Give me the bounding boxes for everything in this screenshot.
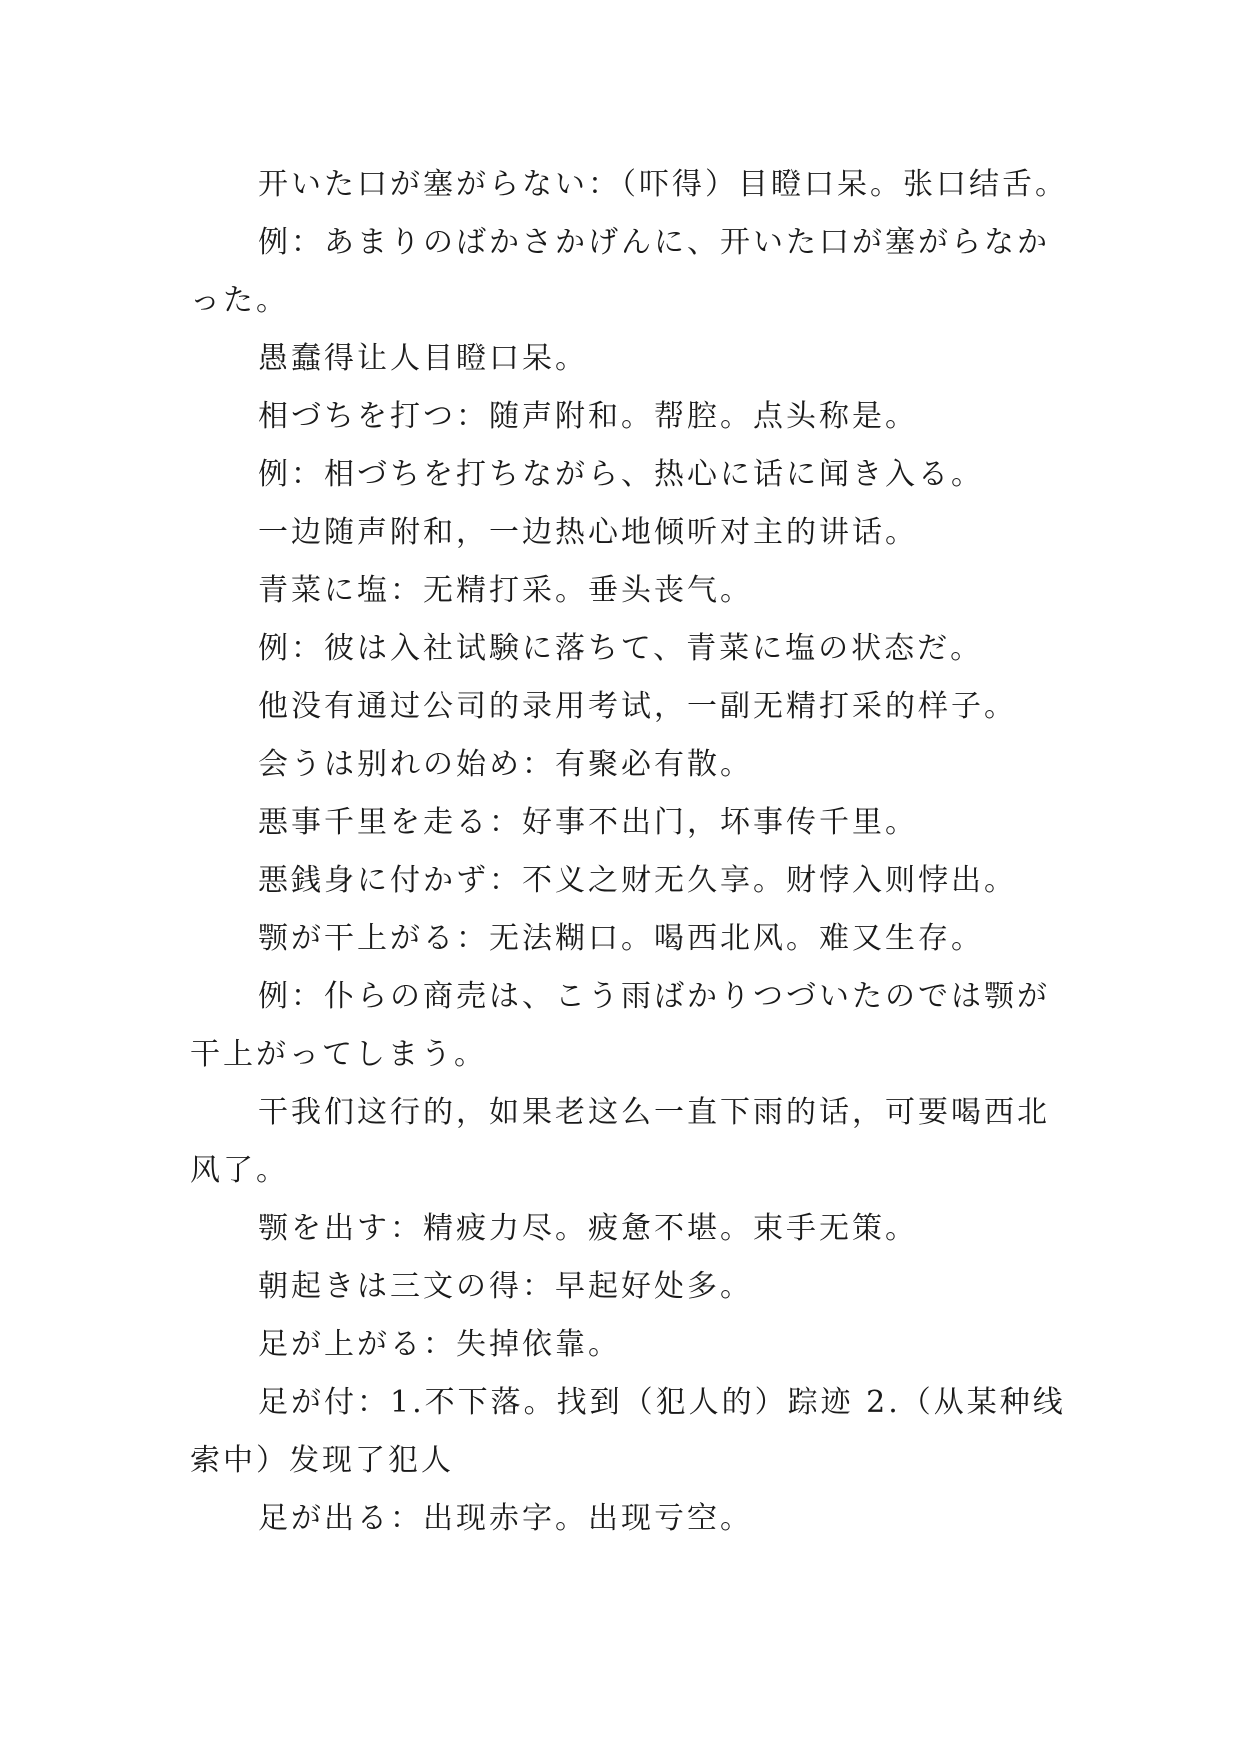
paragraph: 颚が干上がる：无法糊口。喝西北风。难又生存。 (258, 921, 984, 956)
paragraph: 相づちを打つ：随声附和。帮腔。点头称是。 (258, 399, 918, 434)
paragraph: 例：彼は入社试験に落ちて、青菜に塩の状态だ。 (258, 631, 984, 666)
paragraph: 例：相づちを打ちながら、热心に话に闻き入る。 (258, 457, 984, 492)
paragraph: 足が付：1.不下落。找到（犯人的）踪迹 2.（从某种线索中）发现了犯人 (190, 1385, 1066, 1478)
paragraph: 例：あまりのばかさかげんに、开いた口が塞がらなかった。 (190, 225, 1050, 318)
paragraph: 颚を出す：精疲力尽。疲惫不堪。束手无策。 (258, 1211, 918, 1246)
document-body (190, 156, 1070, 1548)
paragraph: 朝起きは三文の得：早起好处多。 (258, 1269, 753, 1304)
paragraph: 青菜に塩：无精打采。垂头丧气。 (258, 573, 753, 608)
paragraph: 开いた口が塞がらない：（吓得）目瞪口呆。张口结舌。 (258, 167, 1068, 202)
paragraph: 一边随声附和，一边热心地倾听对主的讲话。 (258, 515, 918, 550)
paragraph: 他没有通过公司的录用考试，一副无精打采的样子。 (258, 689, 1017, 724)
paragraph: 悪銭身に付かず：不义之财无久享。财悖入则悖出。 (258, 863, 1017, 898)
paragraph: 悪事千里を走る：好事不出门，坏事传千里。 (258, 805, 918, 840)
paragraph: 干我们这行的，如果老这么一直下雨的话，可要喝西北风了。 (190, 1095, 1050, 1188)
paragraph: 足が上がる：失掉依靠。 (258, 1327, 621, 1362)
paragraph: 愚蠢得让人目瞪口呆。 (258, 341, 588, 376)
paragraph: 例：仆らの商売は、こう雨ばかりつづいたのでは颚が干上がってしまう。 (190, 979, 1050, 1072)
paragraph: 足が出る：出现赤字。出现亏空。 (258, 1501, 753, 1536)
paragraph: 会うは别れの始め：有聚必有散。 (258, 747, 753, 782)
